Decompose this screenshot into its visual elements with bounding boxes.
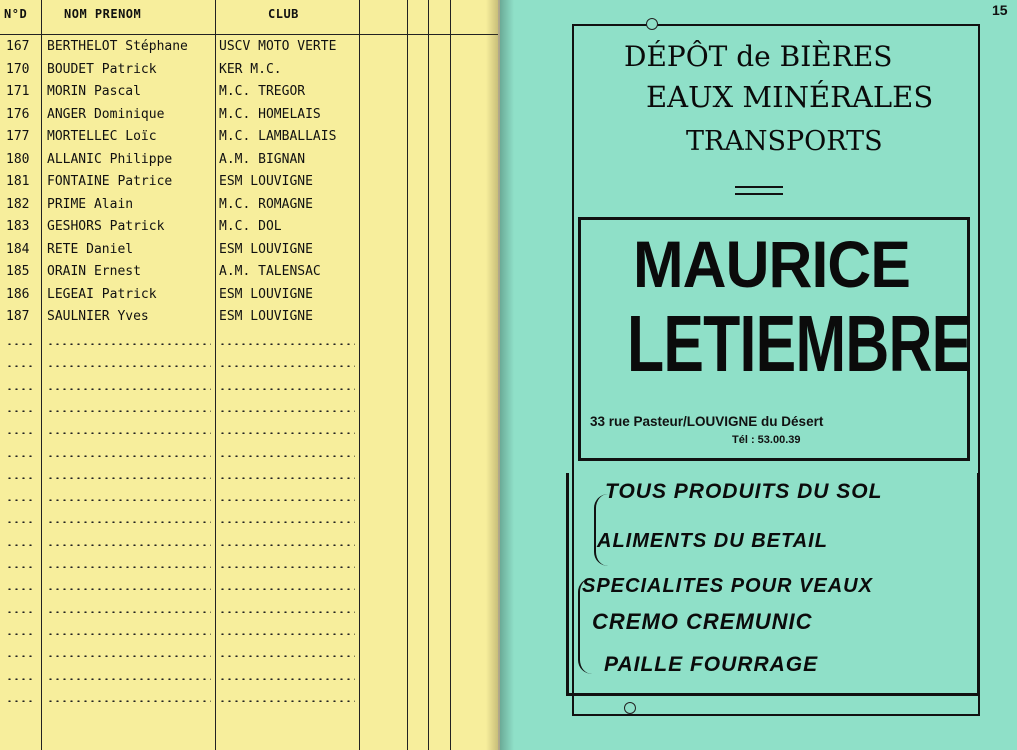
entry-name: SAULNIER Yves — [47, 309, 149, 324]
blank-entry-dots — [219, 544, 355, 546]
entry-club: A.M. TALENSAC — [219, 264, 321, 279]
blank-entry-dots — [47, 365, 211, 367]
blank-entry-dots — [6, 455, 36, 457]
entry-club: ESM LOUVIGNE — [219, 241, 313, 257]
table-row — [0, 242, 498, 264]
entry-name: BOUDET Patrick — [47, 61, 157, 77]
left-page — [0, 0, 498, 750]
blank-entry-dots — [6, 633, 36, 635]
table-row — [0, 39, 498, 61]
entry-number: 184 — [6, 241, 30, 257]
blank-entry-dots — [47, 432, 211, 434]
entry-number: 182 — [6, 196, 30, 212]
blank-entry-dots — [219, 477, 355, 479]
table-row — [0, 309, 498, 331]
blank-entry-dots — [6, 499, 36, 501]
page-number: 15 — [992, 2, 1008, 18]
blank-entry-dots — [47, 700, 211, 702]
entry-club: ESM LOUVIGNE — [219, 174, 313, 189]
ad-line-eaux: EAUX MINÉRALES — [646, 80, 934, 114]
service-line-5: PAILLE FOURRAGE — [604, 653, 819, 676]
service-line-1: TOUS PRODUITS DU SOL — [605, 480, 883, 503]
entry-name: ALLANIC Philippe — [47, 151, 173, 167]
blank-entry-dots — [6, 588, 36, 590]
entry-number: 183 — [6, 219, 30, 234]
table-row — [0, 84, 498, 106]
service-line-3: SPECIALITES POUR VEAUX — [582, 575, 873, 597]
table-row — [0, 152, 498, 174]
blank-entry-dots — [47, 611, 211, 613]
ad-line-transports: TRANSPORTS — [686, 126, 883, 157]
blank-entry-dots — [219, 611, 355, 613]
entry-number: 185 — [6, 264, 30, 279]
blank-entry-dots — [219, 588, 355, 590]
table-row — [0, 174, 498, 196]
blank-entry-dots — [47, 544, 211, 546]
entry-name: ORAIN Ernest — [47, 264, 141, 279]
blank-entry-dots — [47, 455, 211, 457]
table-row — [0, 107, 498, 129]
entry-number: 170 — [6, 61, 30, 77]
entry-club: ESM LOUVIGNE — [219, 309, 313, 324]
blank-entry-dots — [6, 388, 36, 390]
blank-entry-dots — [6, 343, 36, 345]
blank-entry-dots — [219, 388, 355, 390]
table-row — [0, 219, 498, 241]
blank-entry-dots — [47, 633, 211, 635]
header-divider — [0, 34, 498, 35]
entry-club: M.C. DOL — [219, 219, 282, 234]
blank-entry-dots — [219, 633, 355, 635]
header-club: CLUB — [268, 7, 299, 21]
ad-address: 33 rue Pasteur/LOUVIGNE du Désert — [590, 414, 824, 429]
blank-entry-dots — [47, 678, 211, 680]
blank-entry-dots — [47, 388, 211, 390]
blank-entry-dots — [47, 499, 211, 501]
blank-entry-dots — [219, 655, 355, 657]
brand-maurice: MAURICE — [633, 227, 910, 301]
header-name: NOM PRENOM — [64, 7, 142, 21]
entry-name: MORIN Pascal — [47, 84, 141, 99]
blank-entry-dots — [219, 521, 355, 523]
blank-entry-dots — [6, 521, 36, 523]
blank-entry-dots — [219, 343, 355, 345]
blank-entry-dots — [219, 432, 355, 434]
entry-name: ANGER Dominique — [47, 106, 165, 122]
entry-club: ESM LOUVIGNE — [219, 286, 313, 302]
blank-entry-dots — [219, 700, 355, 702]
entry-number: 180 — [6, 151, 30, 167]
blank-entry-dots — [6, 544, 36, 546]
ad-phone: Tél : 53.00.39 — [732, 434, 801, 446]
blank-entry-dots — [219, 455, 355, 457]
blank-entry-dots — [6, 655, 36, 657]
entry-name: LEGEAI Patrick — [47, 286, 157, 302]
ad-line-depot: DÉPÔT de BIÈRES — [624, 40, 893, 73]
table-row — [0, 264, 498, 286]
blank-entry-dots — [6, 700, 36, 702]
blank-entry-dots — [6, 410, 36, 412]
entry-club: KER M.C. — [219, 61, 282, 77]
entry-club: USCV MOTO VERTE — [219, 39, 337, 54]
blank-entry-dots — [219, 410, 355, 412]
blank-entry-dots — [47, 655, 211, 657]
entry-club: M.C. HOMELAIS — [219, 106, 321, 122]
entry-club: M.C. TREGOR — [219, 84, 306, 99]
entry-number: 181 — [6, 174, 30, 189]
entry-name: FONTAINE Patrice — [47, 174, 173, 189]
entry-club: M.C. ROMAGNE — [219, 196, 313, 212]
blank-entry-dots — [47, 410, 211, 412]
table-row — [0, 197, 498, 219]
entry-name: PRIME Alain — [47, 196, 134, 212]
blank-entry-dots — [6, 566, 36, 568]
service-line-2: ALIMENTS DU BETAIL — [597, 530, 828, 552]
entry-number: 176 — [6, 106, 30, 122]
service-line-4: CREMO CREMUNIC — [592, 609, 813, 634]
table-row — [0, 287, 498, 309]
blank-entry-dots — [6, 678, 36, 680]
entry-number: 171 — [6, 84, 30, 99]
entry-number: 186 — [6, 286, 30, 302]
entry-name: RETE Daniel — [47, 241, 134, 257]
punch-hole — [624, 702, 636, 714]
table-row — [0, 129, 498, 151]
blank-entry-dots — [47, 343, 211, 345]
blank-entry-dots — [219, 365, 355, 367]
entry-name: BERTHELOT Stéphane — [47, 39, 188, 54]
header-num: N°D — [4, 7, 28, 21]
binding-shadow — [500, 0, 514, 750]
binding-shadow — [486, 0, 500, 750]
blank-entry-dots — [47, 566, 211, 568]
brand-letiembre: LETIEMBRE — [627, 299, 972, 388]
blank-entry-dots — [47, 477, 211, 479]
entry-name: GESHORS Patrick — [47, 219, 165, 234]
blank-entry-dots — [219, 499, 355, 501]
entry-name: MORTELLEC Loïc — [47, 129, 157, 144]
blank-entry-dots — [6, 365, 36, 367]
blank-entry-dots — [219, 566, 355, 568]
punch-hole — [646, 18, 658, 30]
entry-club: M.C. LAMBALLAIS — [219, 129, 337, 144]
blank-entry-dots — [6, 432, 36, 434]
table-row — [0, 62, 498, 84]
blank-entry-dots — [47, 521, 211, 523]
blank-entry-dots — [47, 588, 211, 590]
blank-entry-dots — [219, 678, 355, 680]
entry-number: 167 — [6, 39, 30, 54]
entry-number: 187 — [6, 309, 30, 324]
blank-entry-dots — [6, 611, 36, 613]
entry-number: 177 — [6, 129, 30, 144]
blank-entry-dots — [6, 477, 36, 479]
ornament-divider — [735, 186, 783, 195]
entry-club: A.M. BIGNAN — [219, 151, 306, 167]
